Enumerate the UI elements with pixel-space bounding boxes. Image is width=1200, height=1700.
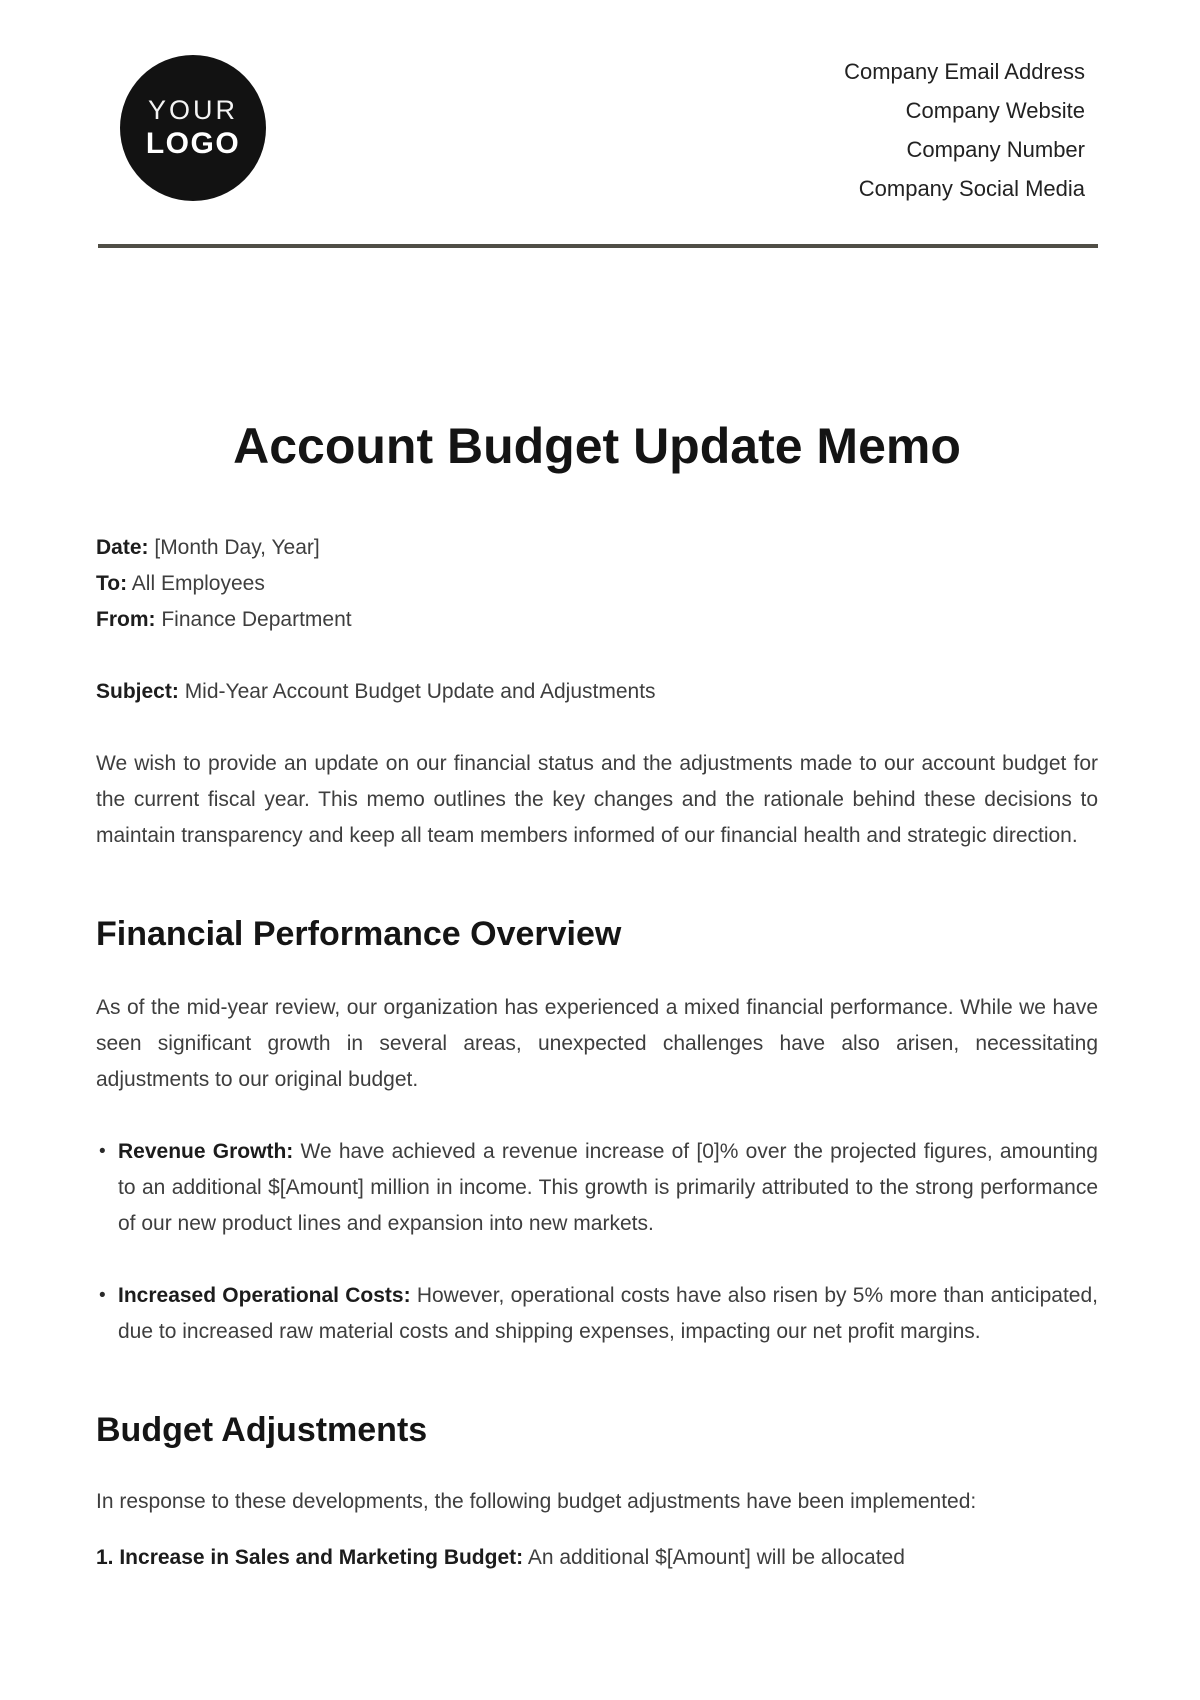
company-number: Company Number [906, 137, 1085, 162]
financial-performance-paragraph: As of the mid-year review, our organization has experienced a mixed financial performance. While we have seen significant growth in several areas, unexpected challenges have also arisen, necessitating adjustments to our original budget. [96, 996, 1098, 1091]
meta-from-value: Finance Department [161, 608, 352, 631]
memo-subject [96, 674, 1098, 710]
bullet-icon: • [99, 1285, 106, 1306]
subject-value: Mid-Year Account Budget Update and Adjustments [184, 680, 656, 703]
meta-date-value: [Month Day, Year] [154, 536, 320, 559]
numbered-text: An additional $[Amount] will be allocated [527, 1546, 905, 1569]
budget-adjustments-paragraph: In response to these developments, the following budget adjustments have been implemented: [96, 1490, 977, 1513]
company-social-media: Company Social Media [858, 176, 1085, 201]
logo-text-bottom: LOGO [145, 127, 241, 161]
list-item-operational-costs [96, 1278, 1098, 1350]
financial-performance-bullets [96, 1134, 1098, 1350]
page-title: Account Budget Update Memo [233, 418, 961, 474]
header-divider [98, 244, 1098, 248]
meta-to [96, 566, 1098, 602]
meta-to-value: All Employees [131, 572, 265, 595]
company-logo [120, 55, 266, 201]
page-header [96, 0, 1098, 208]
bullet-icon: • [99, 1141, 106, 1162]
intro-paragraph: We wish to provide an update on our financial status and the adjustments made to our account budget for the current fiscal year. This memo outlines the key changes and the rationale behind these decisions to maintain transparency and keep all team members informed of our financial health and strategic direction. [96, 752, 1098, 847]
company-website: Company Website [905, 98, 1085, 123]
bullet-text: We have achieved a revenue increase of [0]% over the projected figures, amounting to an additional $[Amount] million in income. This growth is primarily attributed to the strong performance of our new product lines and expansion into new markets. [118, 1140, 1098, 1235]
meta-date [96, 530, 1098, 566]
memo-meta [96, 530, 1098, 638]
bullet-lead: Revenue Growth: [118, 1140, 294, 1163]
bullet-text: However, operational costs have also risen by 5% more than anticipated, due to increased raw material costs and shipping expenses, impacting our net profit margins. [118, 1284, 1098, 1343]
list-item-sales-marketing-budget [96, 1540, 1098, 1576]
meta-from-label: From: [96, 608, 156, 631]
section-heading-financial-performance: Financial Performance Overview [96, 915, 622, 953]
section-heading-budget-adjustments: Budget Adjustments [96, 1411, 428, 1449]
logo-text-top: YOUR [147, 94, 238, 125]
list-item-revenue-growth [96, 1134, 1098, 1242]
meta-date-label: Date: [96, 536, 149, 559]
bullet-lead: Increased Operational Costs: [118, 1284, 411, 1307]
meta-from [96, 602, 1098, 638]
company-email: Company Email Address [844, 59, 1085, 84]
numbered-lead: 1. Increase in Sales and Marketing Budget: [96, 1546, 524, 1569]
subject-label: Subject: [96, 680, 179, 703]
meta-to-label: To: [96, 572, 128, 595]
company-contact-block [844, 52, 1085, 208]
